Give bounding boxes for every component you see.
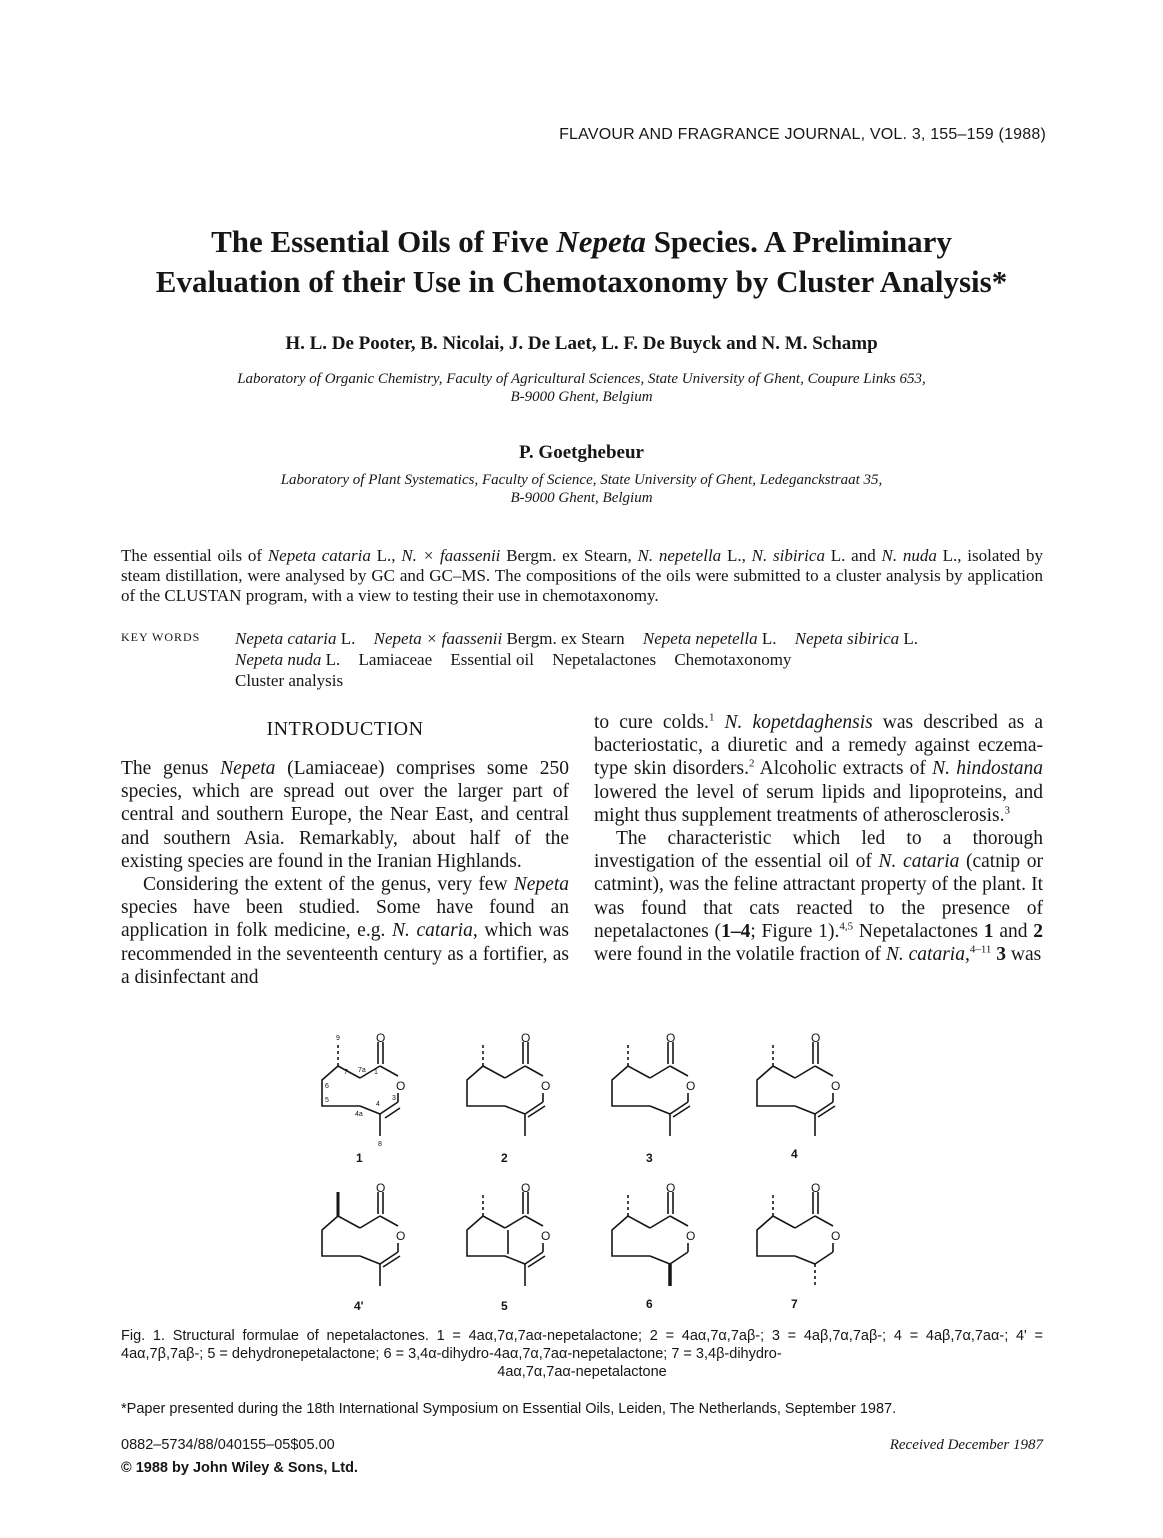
structure-7 xyxy=(757,1181,840,1311)
svg-text:7: 7 xyxy=(344,1069,348,1076)
keyword: Nepeta nuda L. xyxy=(235,650,341,669)
keyword: Cluster analysis xyxy=(235,671,344,690)
svg-text:O: O xyxy=(686,1079,696,1093)
title-line1-post: Species. A Preliminary xyxy=(645,224,952,259)
abstract-text: L. and xyxy=(824,546,882,565)
keywords-list xyxy=(235,628,1045,691)
keyword: Nepetalactones xyxy=(552,650,657,669)
paragraph: The genus Nepeta (Lamiaceae) comprises some 250 species, which are spread out over the larger part of central and southern Europe, the Near East, and central and southern Asia. Remarkably, about half of the existing species are found in the Iranian Highlands. xyxy=(121,758,569,872)
svg-text:3: 3 xyxy=(392,1095,396,1102)
structure-5 xyxy=(467,1181,550,1313)
svg-text:O: O xyxy=(666,1181,676,1195)
svg-text:O: O xyxy=(521,1181,531,1195)
copyright: © 1988 by John Wiley & Sons, Ltd. xyxy=(121,1460,358,1476)
paragraph: The characteristic which led to a thorough investigation of the essential oil of N. cataria (catnip or catmint), was the feline attractant property of the plant. It was found that cats reacted to the presence of nepetalactones (1–4; Figure 1).$^{4,5}$ Nepetalactones 1 and 2 were found in the volatile fraction of N. cataria,$^{4-11}$ 3 was xyxy=(594,828,1044,966)
svg-text:O: O xyxy=(541,1079,551,1093)
svg-text:O: O xyxy=(811,1031,821,1045)
svg-text:8: 8 xyxy=(378,1141,382,1148)
keywords-label: KEY WORDS xyxy=(121,630,201,644)
structure-label: 3 xyxy=(646,1151,653,1165)
structure-4 xyxy=(757,1031,840,1161)
svg-text:6: 6 xyxy=(325,1083,329,1090)
svg-text:O: O xyxy=(376,1181,386,1195)
title-line2: Evaluation of their Use in Chemotaxonomy by Cluster Analysis* xyxy=(155,264,1008,299)
affiliation-1 xyxy=(120,370,1043,406)
issn-code: 0882–5734/88/040155–05$05.00 xyxy=(121,1437,335,1453)
structure-6 xyxy=(612,1181,695,1311)
affiliation-2-line1: Laboratory of Plant Systematics, Faculty of Science, State University of Ghent, Ledeganckstraat 35, xyxy=(280,472,883,488)
svg-text:O: O xyxy=(831,1229,841,1243)
abstract-species: Nepeta cataria xyxy=(267,546,371,565)
structure-label: 1 xyxy=(356,1151,363,1165)
svg-text:4: 4 xyxy=(376,1101,380,1108)
keyword: Nepeta nepetella L. xyxy=(642,629,777,648)
abstract-text: L., xyxy=(370,546,402,565)
structure-label: 2 xyxy=(501,1151,508,1165)
affiliation-2 xyxy=(120,471,1043,507)
caption-line2: 4aα,7α,7aα-nepetalactone xyxy=(497,1364,667,1380)
affiliation-1-line2: B-9000 Ghent, Belgium xyxy=(510,389,653,405)
abstract xyxy=(121,546,1043,606)
body-column-1 xyxy=(121,757,569,989)
keyword: Nepeta sibirica L. xyxy=(794,629,919,648)
authors-group-2: P. Goetghebeur xyxy=(519,442,644,463)
structure-label: 6 xyxy=(646,1297,653,1311)
footnote: *Paper presented during the 18th International Symposium on Essential Oils, Leiden, The Netherlands, September 1987. xyxy=(121,1401,897,1417)
title-line1-italic: Nepeta xyxy=(556,224,646,259)
journal-header: FLAVOUR AND FRAGRANCE JOURNAL, VOL. 3, 155–159 (1988) xyxy=(559,126,1046,143)
svg-text:O: O xyxy=(831,1079,841,1093)
oxygen-label: O xyxy=(376,1031,386,1045)
structure-3 xyxy=(612,1031,695,1165)
structure-label: 4 xyxy=(791,1147,798,1161)
affiliation-1-line1: Laboratory of Organic Chemistry, Faculty of Agricultural Sciences, State University of Ghent, Coupure Links 653, xyxy=(237,371,926,387)
abstract-text: The essential oils of xyxy=(121,546,268,565)
structure-2 xyxy=(467,1031,550,1165)
svg-text:5: 5 xyxy=(325,1097,329,1104)
keyword: Nepeta × faassenii Bergm. ex Stearn xyxy=(373,629,625,648)
abstract-text: L., xyxy=(721,546,752,565)
paragraph: Considering the extent of the genus, very few Nepeta species have been studied. Some have found an application in folk medicine, e.g. N. cataria, which was recommended in the seventeenth century as a fortifier, as a disinfectant and xyxy=(121,874,570,988)
body-column-2 xyxy=(594,711,1043,966)
keyword: Essential oil xyxy=(450,650,534,669)
received-date: Received December 1987 xyxy=(889,1437,1043,1453)
figure-caption xyxy=(121,1327,1043,1381)
structure-4prime xyxy=(322,1181,405,1313)
structure-label: 7 xyxy=(791,1297,798,1311)
svg-text:7a: 7a xyxy=(358,1067,366,1074)
keyword: Nepeta cataria L. xyxy=(235,629,356,648)
abstract-species: N. sibirica xyxy=(751,546,825,565)
abstract-text: Bergm. ex Stearn, xyxy=(500,546,638,565)
svg-text:O: O xyxy=(686,1229,696,1243)
keyword: Chemotaxonomy xyxy=(674,650,792,669)
svg-text:O: O xyxy=(666,1031,676,1045)
oxygen-label: O xyxy=(396,1079,406,1093)
paragraph: to cure colds.$^1$ N. kopetdaghensis was described as a bacteriostatic, a diuretic and a remedy against eczema-type skin disorders.$^2$ Alcoholic extracts of N. hindostana lowered the level of serum lipids and lipoproteins, and might thus supplement treatments of atherosclerosis.$^3$ xyxy=(594,711,1043,826)
abstract-species: N. nepetella xyxy=(637,546,722,565)
paper-title xyxy=(80,222,1083,302)
section-heading-introduction: INTRODUCTION xyxy=(266,718,424,740)
svg-text:9: 9 xyxy=(336,1035,340,1042)
abstract-text: L., isolated by steam distillation, were analysed by GC and GC–MS. The compositions of the oils were submitted to a cluster analysis by application of the CLUSTAN program, with a view to testing their use in chemotaxonomy. xyxy=(121,546,1043,605)
svg-text:O: O xyxy=(811,1181,821,1195)
structure-1 xyxy=(322,1031,405,1165)
structure-label: 5 xyxy=(501,1299,508,1313)
structure-figure xyxy=(290,1030,870,1320)
keyword: Lamiaceae xyxy=(358,650,433,669)
svg-text:O: O xyxy=(396,1229,406,1243)
title-line1-pre: The Essential Oils of Five xyxy=(211,224,557,259)
structure-label: 4' xyxy=(354,1299,364,1313)
svg-text:4a: 4a xyxy=(355,1111,363,1118)
authors-group-1: H. L. De Pooter, B. Nicolai, J. De Laet, L. F. De Buyck and N. M. Schamp xyxy=(285,333,878,354)
svg-text:O: O xyxy=(521,1031,531,1045)
caption-line1: Fig. 1. Structural formulae of nepetalactones. 1 = 4aα,7α,7aα-nepetalactone; 2 = 4aα,7α,7aβ-; 3 = 4aβ,7α,7aβ-; 4 = 4aβ,7α,7aα-; 4' = 4aα,7β,7aβ-; 5 = dehydronepetalactone; 6 = 3,4α-dihydro-4aα,7α,7aα-nepetalactone; 7 = 3,4β-dihydro- xyxy=(121,1328,1043,1362)
svg-text:1: 1 xyxy=(374,1069,378,1076)
abstract-species: N. × faassenii xyxy=(401,546,501,565)
svg-text:O: O xyxy=(541,1229,551,1243)
abstract-species: N. nuda xyxy=(881,546,937,565)
affiliation-2-line2: B-9000 Ghent, Belgium xyxy=(510,490,653,506)
